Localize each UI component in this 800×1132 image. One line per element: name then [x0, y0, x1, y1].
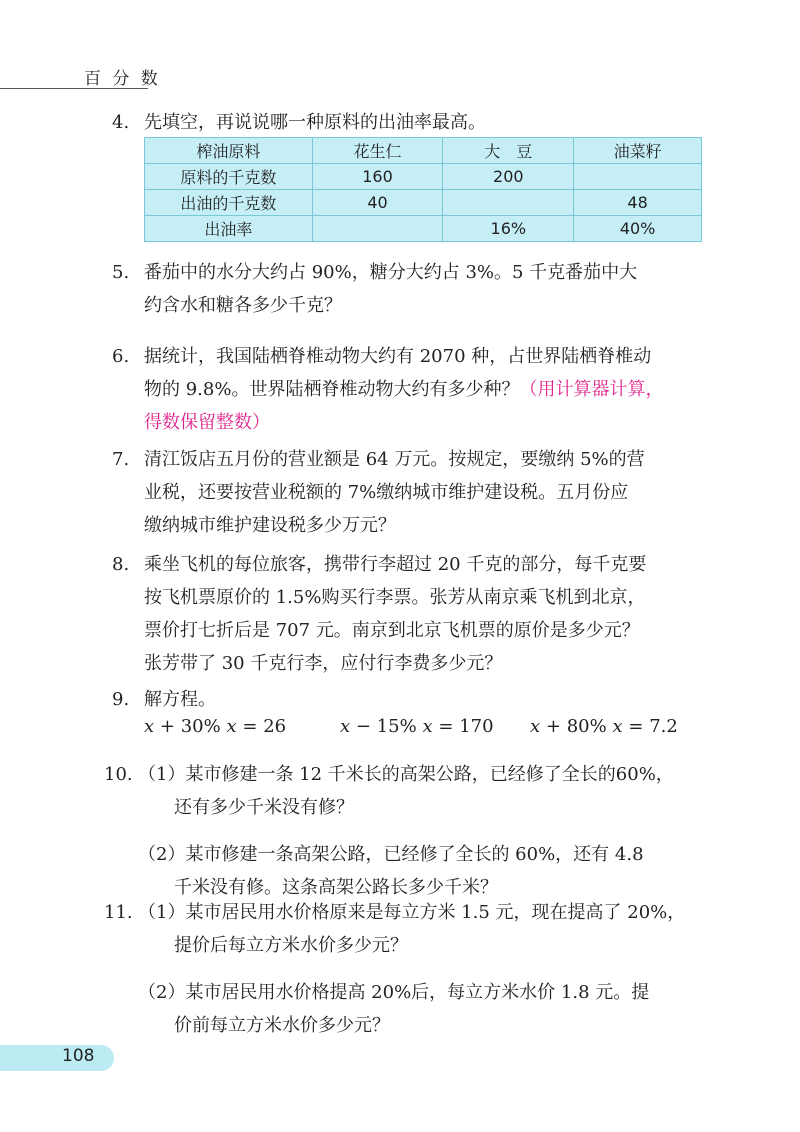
question-8 — [112, 548, 647, 674]
table-row — [145, 164, 702, 190]
equation: x + 30% x = 26 — [144, 716, 287, 737]
table-header-cell: 油菜籽 — [574, 138, 702, 164]
table-cell — [312, 216, 443, 242]
question-5 — [112, 256, 638, 316]
question-text: 票价打七折后是 707 元。南京到北京飞机票的原价是多少元？ — [144, 620, 640, 641]
question-text: 缴纳城市维护建设税多少万元？ — [144, 515, 396, 536]
page-number: 108 — [62, 1046, 95, 1066]
table-cell — [574, 164, 702, 190]
question-text: 解方程。 — [144, 689, 216, 710]
table-cell: 160 — [312, 164, 443, 190]
question-number: 10. — [104, 764, 133, 785]
question-text: 按飞机票原价的 1.5%购买行李票。张芳从南京乘飞机到北京， — [144, 587, 646, 608]
oil-yield-table — [144, 137, 702, 242]
table-cell: 200 — [443, 164, 574, 190]
question-number: 11. — [104, 902, 133, 923]
question-text: 先填空，再说说哪一种原料的出油率最高。 — [144, 112, 486, 133]
question-text: 价前每立方米水价多少元？ — [174, 1015, 390, 1036]
calculator-hint: （用计算器计算， — [519, 379, 664, 400]
table-row-label: 出油的千克数 — [145, 190, 313, 216]
chapter-title: 百 分 数 — [84, 69, 161, 89]
question-6 — [112, 340, 664, 433]
question-text: 物的 9.8%。世界陆栖脊椎动物大约有多少种？ — [144, 379, 520, 400]
question-9 — [112, 683, 216, 716]
question-number: 8. — [112, 554, 130, 575]
table-row — [145, 190, 702, 216]
table-row-label: 原料的千克数 — [145, 164, 313, 190]
question-text: 清江饭店五月份的营业额是 64 万元。按规定，要缴纳 5%的营 — [144, 449, 645, 470]
question-text: 业税，还要按营业税额的 7%缴纳城市维护建设税。五月份应 — [144, 482, 629, 503]
question-number: 4. — [112, 112, 130, 133]
question-text: 约含水和糖各多少千克？ — [144, 295, 342, 316]
table-header-row — [145, 138, 702, 164]
table-cell: 48 — [574, 190, 702, 216]
question-number: 9. — [112, 689, 130, 710]
question-text: 据统计，我国陆栖脊椎动物大约有 2070 种，占世界陆栖脊椎动 — [144, 346, 652, 367]
table-cell: 40% — [574, 216, 702, 242]
question-4 — [112, 106, 486, 139]
page-number-tab — [0, 1045, 114, 1071]
question-text: 番茄中的水分大约占 90%，糖分大约占 3%。5 千克番茄中大 — [144, 262, 638, 283]
question-text: 张芳带了 30 千克行李，应付行李费多少元？ — [144, 653, 503, 674]
question-text: 乘坐飞机的每位旅客，携带行李超过 20 千克的部分，每千克要 — [144, 554, 647, 575]
header-rule — [0, 88, 148, 89]
question-7 — [112, 443, 645, 536]
question-text: （1）某市居民用水价格原来是每立方米 1.5 元，现在提高了 20%， — [138, 902, 686, 923]
equation: x − 15% x = 170 — [340, 716, 494, 737]
equation: x + 80% x = 7.2 — [530, 716, 678, 737]
table-cell: 16% — [443, 216, 574, 242]
question-10 — [104, 758, 674, 898]
question-text: （1）某市修建一条 12 千米长的高架公路，已经修了全长的60%， — [138, 764, 674, 785]
table-header-cell: 榨油原料 — [145, 138, 313, 164]
question-text: 还有多少千米没有修？ — [174, 797, 354, 818]
question-11 — [104, 896, 686, 1036]
table-row-label: 出油率 — [145, 216, 313, 242]
question-text: 提价后每立方米水价多少元？ — [174, 935, 408, 956]
calculator-hint: 得数保留整数） — [144, 412, 270, 433]
table-cell — [443, 190, 574, 216]
question-number: 6. — [112, 346, 130, 367]
table-header-cell: 大 豆 — [443, 138, 574, 164]
question-text: （2）某市修建一条高架公路，已经修了全长的 60%，还有 4.8 — [138, 844, 644, 865]
table-row — [145, 216, 702, 242]
question-text: （2）某市居民用水价格提高 20%后，每立方米水价 1.8 元。提 — [138, 982, 650, 1003]
table-header-cell: 花生仁 — [312, 138, 443, 164]
table-cell: 40 — [312, 190, 443, 216]
question-number: 7. — [112, 449, 130, 470]
question-number: 5. — [112, 262, 130, 283]
question-text: 千米没有修。这条高架公路长多少千米？ — [174, 877, 498, 898]
